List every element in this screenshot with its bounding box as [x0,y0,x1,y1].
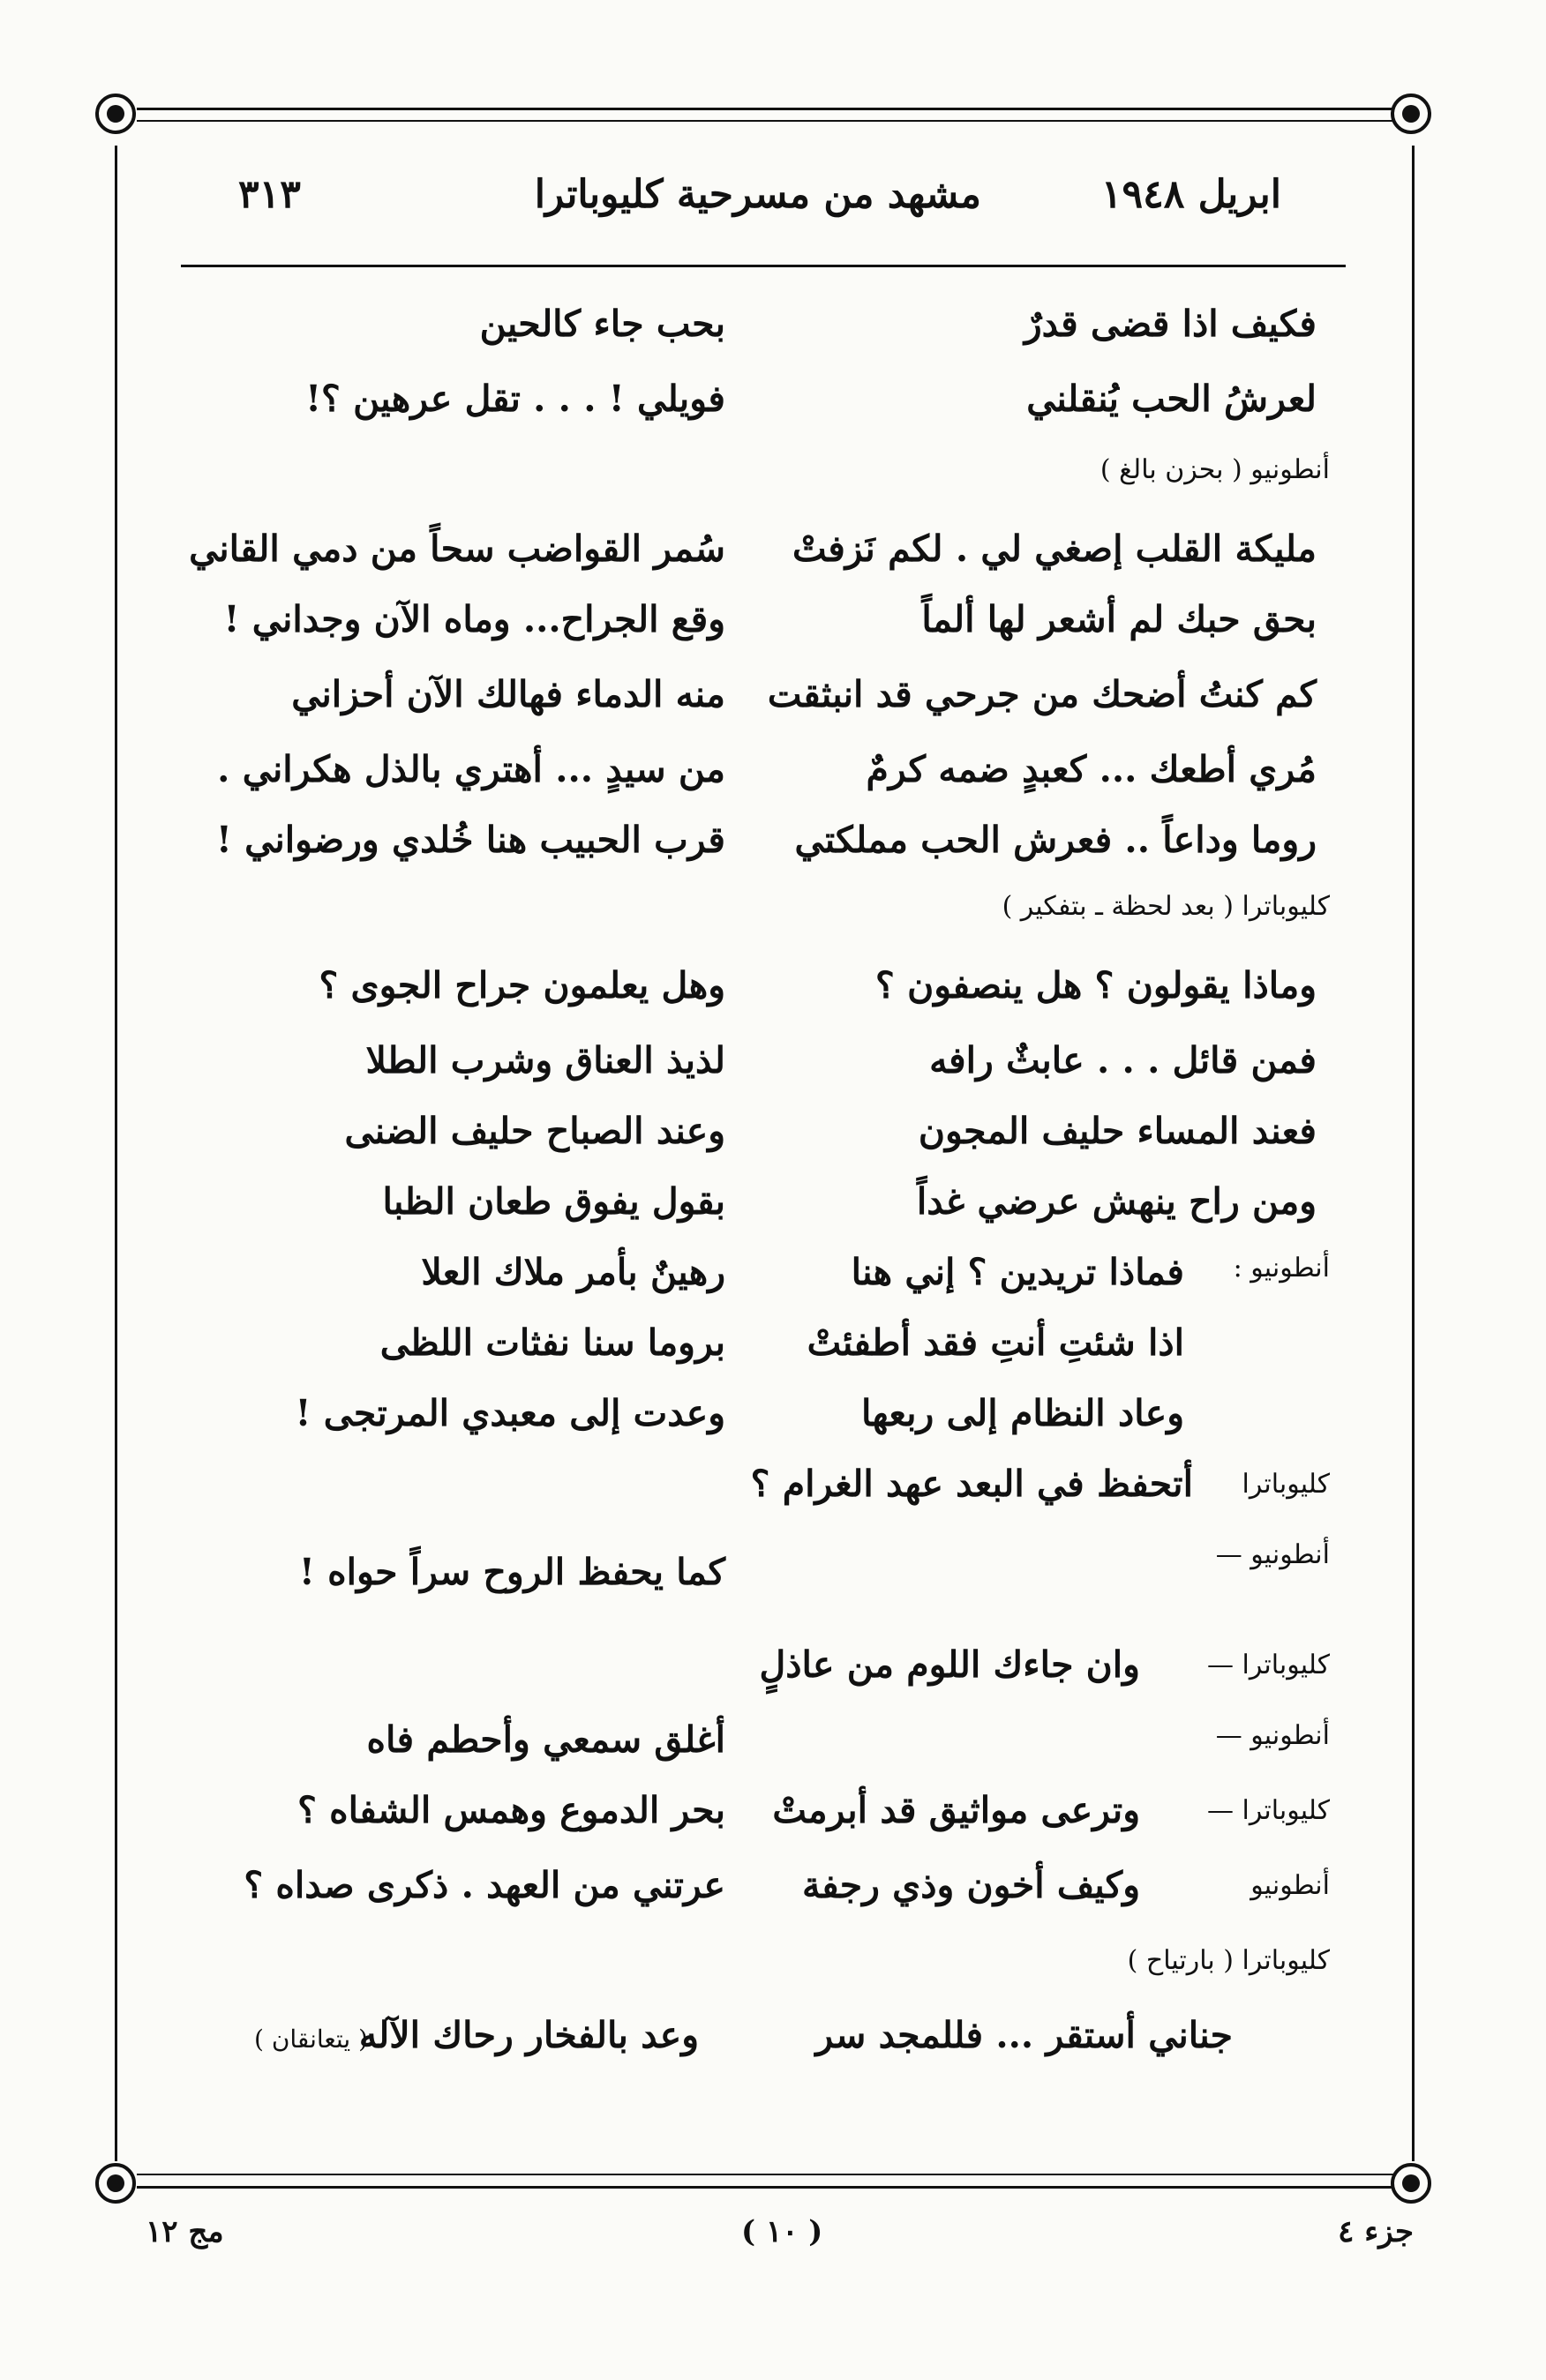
page-number: ٣١٣ [238,172,301,217]
verse-line-left: من سيدٍ ... أهتري بالذل هكراني . [217,748,725,790]
speaker-label: كليوباترا — [1206,1795,1330,1826]
speaker-label: كليوباترا — [1206,1650,1330,1680]
verse-line-left: وعدت إلى معبدي المرتجى ! [295,1392,725,1434]
verse-line-left: وهل يعلمون جراح الجوى ؟ [319,964,725,1007]
verse-line-right: مليكة القلب إصغي لي . لكم نَزفتْ [792,528,1317,570]
speaker-label: أنطونيو — [1215,1539,1330,1570]
verse-line-right: فمن قائل . . . عابثٌ رافه [929,1039,1317,1081]
verse-line-left: فويلي ! . . . تقل عرهين ؟! [305,378,725,420]
verse-line-right: فكيف اذا قضى قدرٌ [1024,303,1317,345]
verse-line-right: كم كنتُ أضحك من جرحي قد انبثقت [767,673,1317,715]
speaker-label: أنطونيو : [1233,1253,1330,1284]
verse-line-right: أتحفظ في البعد عهد الغرام ؟ [750,1463,1193,1505]
verse-line-left: كما يحفظ الروح سراً حواه ! [298,1551,725,1593]
verse-line-right: وماذا يقولون ؟ هل ينصفون ؟ [875,964,1317,1007]
verse-line-left: بروما سنا نفثات اللظى [379,1321,725,1364]
speaker-label: كليوباترا ( بارتياح ) [1127,1945,1330,1976]
footer-part: جزء ٤ [1338,2214,1414,2249]
header-title: مشهد من مسرحية كليوباترا [534,172,981,217]
frame-left-border [115,146,117,2161]
verse-line-left: سُمر القواضب سحاً من دمي القاني [189,528,725,570]
verse-line-left: وعند الصباح حليف الضنى [344,1110,725,1152]
speaker-label: أنطونيو ( بحزن بالغ ) [1099,454,1330,485]
frame-bottom-rule-inner [137,2174,1407,2175]
frame-right-border [1412,146,1415,2161]
corner-ornament-icon [95,94,136,134]
verse-line-left: بحر الدموع وهمس الشفاه ؟ [297,1789,725,1831]
verse-line-right: لعرشُ الحب يُنقلني [1026,378,1317,420]
header-rule [181,265,1346,267]
verse-line-right: روما وداعاً .. فعرش الحب مملكتي [794,819,1317,861]
verse-line-right: وان جاءك اللوم من عاذلٍ [759,1643,1140,1686]
verse-line-left: رهينٌ بأمر ملاك العلا [421,1251,725,1293]
verse-line-right: اذا شئتِ أنتِ فقد أطفئتْ [807,1321,1184,1364]
footer-center-number: ( ١٠ ) [741,2214,823,2249]
verse-line-left: بحب جاء كالحين [479,303,725,345]
corner-ornament-icon [95,2163,136,2204]
verse-line-right: مُري أطعك ... كعبدٍ ضمه كرمٌ [866,748,1317,790]
verse-line-left: وقع الجراح... وماه الآن وجداني ! [223,598,725,640]
speaker-label: أنطونيو [1250,1870,1330,1901]
verse-line-right: فعند المساء حليف المجون [918,1110,1317,1152]
speaker-label: أنطونيو — [1215,1720,1330,1751]
verse-line-left: قرب الحبيب هنا خُلدي ورضواني ! [215,819,725,861]
frame-top-rule [137,108,1407,110]
frame-bottom-rule [137,2186,1407,2189]
verse-line-right: فماذا تريدين ؟ إني هنا [851,1251,1184,1293]
footer-volume: مج ١٢ [146,2214,224,2249]
corner-ornament-icon [1391,94,1431,134]
verse-line-left: عرتني من العهد . ذكرى صداه ؟ [244,1864,725,1906]
stage-direction: ( يتعانقان ) [254,2024,368,2054]
header-date: ابريل ١٩٤٨ [1100,172,1281,217]
verse-line-right: جناني أستقر ... فللمجد سر [815,2014,1233,2056]
frame-top-rule-inner [137,120,1407,122]
speaker-label: كليوباترا ( بعد لحظة ـ بتفكير ) [1002,891,1330,922]
verse-line-left: أغلق سمعي وأحطم فاه [366,1718,725,1761]
verse-line-left: منه الدماء فهالك الآن أحزاني [291,673,725,715]
verse-line-right: ومن راح ينهش عرضي غداً [916,1180,1317,1223]
verse-line-right: وترعى مواثيق قد أبرمتْ [772,1789,1140,1831]
speaker-label: كليوباترا [1242,1469,1330,1500]
verse-line-left: وعد بالفخار رحاك الآله [358,2014,699,2056]
verse-line-right: وكيف أخون وذي رجفة [802,1864,1140,1906]
verse-line-left: لذيذ العناق وشرب الطلا [365,1039,725,1081]
corner-ornament-icon [1391,2163,1431,2204]
verse-line-left: بقول يفوق طعان الظبا [382,1180,725,1223]
verse-line-right: وعاد النظام إلى ربعها [860,1392,1184,1434]
verse-line-right: بحق حبك لم أشعر لها ألماً [921,598,1317,640]
